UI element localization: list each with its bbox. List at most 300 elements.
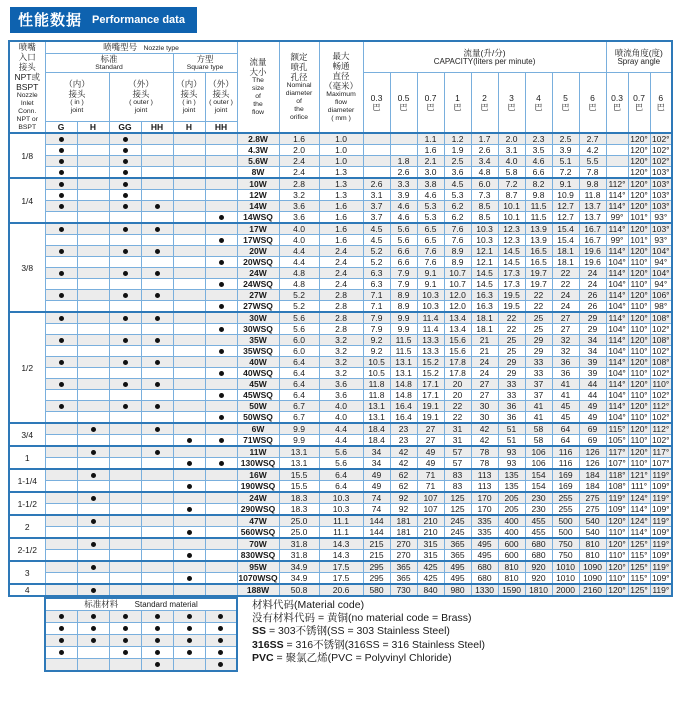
max-flow-diameter-value: 4.4 (319, 435, 363, 447)
capacity-value-3bar: 7.2 (498, 178, 525, 190)
joint-available-dot (109, 379, 141, 390)
capacity-value-1bar: 365 (444, 538, 471, 550)
orifice-diameter-value: 31.8 (279, 550, 319, 562)
capacity-value-0.3bar: 11.8 (363, 379, 390, 390)
joint-available-dot (173, 550, 205, 562)
joint-cell-empty (45, 412, 77, 424)
capacity-value-5bar: 24 (552, 301, 579, 313)
capacity-value-0.7bar: 210 (417, 527, 444, 539)
dot-icon (219, 438, 224, 443)
capacity-value-2bar: 170 (471, 492, 498, 504)
joint-available-dot (77, 423, 109, 435)
joint-cell-empty (45, 346, 77, 357)
joint-available-dot (109, 401, 141, 412)
inlet-size-label-1-1/2: 1-1/2 (9, 492, 45, 515)
orifice-diameter-value: 1.6 (279, 133, 319, 145)
capacity-value-5bar: 1010 (552, 573, 579, 585)
capacity-value-0.3bar: 580 (363, 584, 390, 596)
capacity-value-6bar: 39 (579, 368, 606, 379)
joint-cell-empty (45, 584, 77, 596)
material-header-zh: 标准材料 (84, 599, 119, 609)
model-number: 50W (237, 401, 279, 412)
header-square-type (173, 54, 237, 73)
capacity-value-4bar: 154 (525, 481, 552, 493)
capacity-value-1bar: 13.4 (444, 324, 471, 335)
capacity-value-6bar: 540 (579, 527, 606, 539)
spray-angle-value-0.3bar: 114° (606, 201, 628, 212)
capacity-value-4bar: 4.6 (525, 156, 552, 167)
dot-icon (59, 170, 64, 175)
capacity-value-2bar: 7.3 (471, 190, 498, 201)
joint-cell-empty (173, 190, 205, 201)
dot-icon (155, 626, 160, 631)
dot-icon (59, 193, 64, 198)
capacity-value-4bar: 22 (525, 290, 552, 301)
header-joint-col-G: G (45, 122, 77, 134)
joint-cell-empty (109, 435, 141, 447)
joint-cell-empty (173, 212, 205, 224)
joint-cell-empty (141, 504, 173, 516)
capacity-value-0.7bar: 7.6 (417, 257, 444, 268)
joint-cell-empty (205, 504, 237, 516)
joint-available-dot (45, 133, 77, 145)
joint-cell-empty (141, 301, 173, 313)
header-flow-size-zh: 流量 大小 (249, 57, 267, 77)
joint-cell-empty (205, 492, 237, 504)
material-available-dot (173, 611, 205, 623)
joint-cell-empty (141, 279, 173, 290)
capacity-value-5bar: 18.1 (552, 246, 579, 257)
capacity-value-3bar: 10.1 (498, 212, 525, 224)
capacity-value-0.7bar: 17.1 (417, 379, 444, 390)
capacity-value-6bar: 184 (579, 469, 606, 481)
spray-angle-value-6bar: 119° (650, 561, 672, 573)
header-nozzle-type (45, 41, 237, 54)
dot-icon (219, 260, 224, 265)
joint-cell-empty (77, 290, 109, 301)
capacity-value-3bar: 4.0 (498, 156, 525, 167)
max-flow-diameter-value: 1.0 (319, 156, 363, 167)
material-code-legend (252, 599, 485, 665)
capacity-value-5bar: 45 (552, 412, 579, 424)
max-flow-diameter-value: 17.5 (319, 573, 363, 585)
capacity-value-0.5bar: 5.6 (390, 223, 417, 235)
joint-cell-empty (173, 401, 205, 412)
capacity-value-6bar: 49 (579, 412, 606, 424)
capacity-value-0.3bar: 6.3 (363, 268, 390, 279)
capacity-value-1bar: 3.6 (444, 167, 471, 179)
model-number: 16W (237, 469, 279, 481)
joint-cell-empty (141, 324, 173, 335)
joint-cell-empty (77, 178, 109, 190)
joint-available-dot (205, 324, 237, 335)
spray-angle-value-0.7bar: 124° (628, 492, 650, 504)
material-available-dot (77, 623, 109, 635)
orifice-diameter-value: 6.4 (279, 368, 319, 379)
spray-angle-value-0.3bar (606, 156, 628, 167)
spray-angle-value-0.3bar: 114° (606, 268, 628, 279)
capacity-value-1bar: 17.8 (444, 368, 471, 379)
spray-angle-value-6bar: 112° (650, 401, 672, 412)
capacity-value-0.3bar: 5.2 (363, 257, 390, 268)
orifice-diameter-value: 9.9 (279, 435, 319, 447)
spray-angle-value-6bar: 94° (650, 279, 672, 290)
joint-cell-empty (77, 279, 109, 290)
inlet-size-label-2-1/2: 2-1/2 (9, 538, 45, 561)
spray-angle-value-0.3bar: 114° (606, 335, 628, 346)
capacity-value-0.7bar: 2.1 (417, 156, 444, 167)
joint-cell-empty (205, 178, 237, 190)
material-available-dot (45, 611, 77, 623)
model-number: 6W (237, 423, 279, 435)
capacity-value-6bar: 24 (579, 268, 606, 279)
joint-cell-empty (141, 584, 173, 596)
capacity-value-1bar: 12.0 (444, 301, 471, 313)
orifice-diameter-value: 4.4 (279, 257, 319, 268)
capacity-value-1bar: 20 (444, 390, 471, 401)
spray-angle-value-6bar: 109° (650, 550, 672, 562)
joint-available-dot (205, 412, 237, 424)
capacity-value-5bar: 41 (552, 390, 579, 401)
capacity-value-4bar: 455 (525, 515, 552, 527)
capacity-value-4bar: 58 (525, 435, 552, 447)
header-in-joint-zh: （内） 接头 (64, 79, 90, 99)
joint-available-dot (45, 357, 77, 368)
joint-cell-empty (141, 156, 173, 167)
joint-cell-empty (109, 561, 141, 573)
capacity-value-2bar: 10.3 (471, 223, 498, 235)
joint-cell-empty (77, 257, 109, 268)
joint-available-dot (141, 223, 173, 235)
joint-available-dot (109, 335, 141, 346)
joint-available-dot (45, 201, 77, 212)
inlet-size-label-1-1/4: 1-1/4 (9, 469, 45, 492)
dot-icon (187, 638, 192, 643)
capacity-value-1bar: 365 (444, 550, 471, 562)
header-spray-angle-zh: 喷流角度(度) (614, 48, 663, 58)
spray-angle-value-0.7bar: 101° (628, 235, 650, 246)
capacity-value-0.7bar: 315 (417, 550, 444, 562)
capacity-value-6bar: 11.8 (579, 190, 606, 201)
max-flow-diameter-value: 2.4 (319, 257, 363, 268)
dot-icon (187, 553, 192, 558)
capacity-value-6bar: 2.7 (579, 133, 606, 145)
orifice-diameter-value: 25.0 (279, 527, 319, 539)
joint-cell-empty (205, 538, 237, 550)
capacity-value-2bar: 21 (471, 346, 498, 357)
capacity-value-2bar: 6.0 (471, 178, 498, 190)
capacity-value-0.5bar: 365 (390, 573, 417, 585)
joint-cell-empty (109, 423, 141, 435)
header-outer-joint-en: ( outer ) joint (129, 99, 153, 114)
joint-cell-empty (141, 435, 173, 447)
orifice-diameter-value: 6.0 (279, 335, 319, 346)
joint-cell-empty (173, 156, 205, 167)
capacity-value-5bar: 750 (552, 550, 579, 562)
joint-cell-empty (77, 458, 109, 470)
dot-icon (59, 182, 64, 187)
model-number: 27W (237, 290, 279, 301)
spray-angle-value-6bar: 119° (650, 469, 672, 481)
capacity-value-0.3bar: 13.1 (363, 412, 390, 424)
capacity-value-3bar: 29 (498, 368, 525, 379)
max-flow-diameter-value: 2.4 (319, 279, 363, 290)
joint-cell-empty (77, 435, 109, 447)
material-legend-line-3: 316SS = 316不锈钢(316SS = 316 Stainless Steel) (252, 638, 485, 651)
joint-cell-empty (77, 550, 109, 562)
dot-icon (59, 137, 64, 142)
dot-icon (218, 662, 223, 667)
joint-available-dot (45, 156, 77, 167)
orifice-diameter-value: 4.4 (279, 246, 319, 257)
capacity-value-3bar: 19.5 (498, 301, 525, 313)
joint-available-dot (77, 584, 109, 596)
capacity-value-3bar: 12.3 (498, 223, 525, 235)
joint-cell-empty (109, 538, 141, 550)
header-joint-col-sq-HH: HH (205, 122, 237, 134)
capacity-value-0.7bar: 10.3 (417, 290, 444, 301)
joint-cell-empty (45, 469, 77, 481)
capacity-value-0.3bar (363, 156, 390, 167)
dot-icon (91, 473, 96, 478)
joint-cell-empty (141, 257, 173, 268)
capacity-value-0.5bar: 14.8 (390, 379, 417, 390)
orifice-diameter-value: 31.8 (279, 538, 319, 550)
header-spray-angle-en: Spray angle (617, 57, 661, 66)
capacity-value-0.3bar: 4.5 (363, 235, 390, 246)
joint-cell-empty (205, 223, 237, 235)
joint-cell-empty (205, 190, 237, 201)
dot-icon (123, 382, 128, 387)
joint-available-dot (109, 312, 141, 324)
material-available-dot (141, 647, 173, 659)
capacity-value-0.5bar: 7.9 (390, 279, 417, 290)
spray-angle-value-0.3bar: 104° (606, 301, 628, 313)
material-available-dot (205, 647, 237, 659)
spray-angle-value-0.7bar: 110° (628, 435, 650, 447)
dot-icon (187, 576, 192, 581)
capacity-value-0.3bar: 144 (363, 515, 390, 527)
capacity-value-6bar: 275 (579, 504, 606, 516)
model-number: 290WSQ (237, 504, 279, 516)
spray-angle-value-0.3bar: 110° (606, 527, 628, 539)
dot-icon (123, 182, 128, 187)
spray-angle-value-0.3bar: 120° (606, 538, 628, 550)
spray-angle-value-6bar: 102° (650, 412, 672, 424)
capacity-value-4bar: 8.2 (525, 178, 552, 190)
capacity-value-2bar: 1.7 (471, 133, 498, 145)
material-available-dot (173, 623, 205, 635)
capacity-value-5bar: 3.9 (552, 145, 579, 156)
material-section (44, 597, 679, 672)
spray-angle-value-0.3bar: 114° (606, 401, 628, 412)
dot-icon (155, 662, 160, 667)
capacity-value-0.7bar: 19.1 (417, 401, 444, 412)
spray-angle-value-0.3bar: 104° (606, 390, 628, 401)
capacity-value-4bar: 33 (525, 368, 552, 379)
capacity-value-6bar: 126 (579, 458, 606, 470)
joint-cell-empty (141, 527, 173, 539)
max-flow-diameter-value: 5.6 (319, 446, 363, 458)
max-flow-diameter-value: 14.3 (319, 550, 363, 562)
capacity-value-4bar: 29 (525, 346, 552, 357)
max-flow-diameter-value: 6.4 (319, 469, 363, 481)
model-number: 47W (237, 515, 279, 527)
capacity-value-3bar: 135 (498, 469, 525, 481)
joint-available-dot (173, 573, 205, 585)
capacity-value-0.7bar: 315 (417, 538, 444, 550)
dot-icon (123, 249, 128, 254)
inlet-size-label-1: 1 (9, 446, 45, 469)
capacity-value-3bar: 2.0 (498, 133, 525, 145)
inlet-size-label-1/4: 1/4 (9, 178, 45, 223)
dot-icon (59, 159, 64, 164)
joint-cell-empty (173, 257, 205, 268)
capacity-value-0.3bar: 34 (363, 458, 390, 470)
capacity-value-0.7bar: 11.4 (417, 312, 444, 324)
spray-angle-value-0.3bar: 105° (606, 435, 628, 447)
capacity-value-1bar: 1.2 (444, 133, 471, 145)
capacity-value-5bar: 116 (552, 446, 579, 458)
dot-icon (219, 415, 224, 420)
joint-cell-empty (141, 178, 173, 190)
capacity-value-0.3bar: 3.1 (363, 190, 390, 201)
joint-cell-empty (45, 550, 77, 562)
spray-angle-value-0.7bar: 120° (628, 190, 650, 201)
capacity-value-2bar: 113 (471, 481, 498, 493)
dot-icon (155, 360, 160, 365)
model-number: 11W (237, 446, 279, 458)
capacity-value-0.7bar: 5.3 (417, 212, 444, 224)
dot-icon (59, 614, 64, 619)
capacity-value-0.5bar: 4.6 (390, 212, 417, 224)
capacity-value-3bar: 14.5 (498, 246, 525, 257)
joint-cell-empty (173, 515, 205, 527)
joint-available-dot (45, 178, 77, 190)
capacity-value-1bar: 125 (444, 504, 471, 516)
joint-cell-empty (173, 301, 205, 313)
capacity-value-2bar: 10.3 (471, 235, 498, 246)
orifice-diameter-value: 13.1 (279, 446, 319, 458)
capacity-value-0.7bar: 1.1 (417, 133, 444, 145)
capacity-value-0.5bar: 1.8 (390, 156, 417, 167)
spray-angle-value-6bar: 102° (650, 435, 672, 447)
joint-cell-empty (45, 515, 77, 527)
joint-cell-empty (173, 379, 205, 390)
capacity-value-3bar: 5.8 (498, 167, 525, 179)
capacity-value-1bar: 125 (444, 492, 471, 504)
capacity-value-5bar: 22 (552, 268, 579, 279)
capacity-value-2bar: 18.1 (471, 312, 498, 324)
joint-available-dot (109, 190, 141, 201)
angle-pressure-header-0.3-bar: 0.3 巴 (606, 73, 628, 134)
capacity-value-2bar: 680 (471, 561, 498, 573)
capacity-value-1bar: 83 (444, 469, 471, 481)
capacity-value-0.3bar: 13.1 (363, 401, 390, 412)
model-number: 14W (237, 201, 279, 212)
spray-angle-value-0.3bar: 104° (606, 279, 628, 290)
capacity-value-3bar: 93 (498, 446, 525, 458)
orifice-diameter-value: 3.6 (279, 212, 319, 224)
joint-cell-empty (205, 401, 237, 412)
capacity-value-2bar: 16.3 (471, 301, 498, 313)
dot-icon (155, 271, 160, 276)
dot-icon (59, 338, 64, 343)
header-orifice-zh: 额定 喷孔 孔径 (290, 52, 308, 82)
joint-cell-empty (173, 368, 205, 379)
capacity-value-5bar: 27 (552, 324, 579, 335)
capacity-value-0.5bar: 16.4 (390, 412, 417, 424)
capacity-value-1bar: 1.9 (444, 145, 471, 156)
spray-angle-value-0.7bar: 120° (628, 446, 650, 458)
capacity-value-0.5bar: 92 (390, 492, 417, 504)
spray-angle-value-0.7bar: 125° (628, 538, 650, 550)
joint-cell-empty (45, 561, 77, 573)
spray-angle-value-0.3bar: 114° (606, 379, 628, 390)
capacity-value-0.7bar: 10.3 (417, 301, 444, 313)
capacity-value-1bar: 7.6 (444, 223, 471, 235)
spray-angle-value-0.3bar: 104° (606, 412, 628, 424)
dot-icon (155, 338, 160, 343)
joint-cell-empty (205, 423, 237, 435)
capacity-value-0.3bar: 295 (363, 561, 390, 573)
capacity-value-0.3bar: 7.9 (363, 312, 390, 324)
joint-cell-empty (141, 190, 173, 201)
capacity-value-0.5bar: 92 (390, 504, 417, 516)
joint-available-dot (45, 145, 77, 156)
dot-icon (123, 137, 128, 142)
capacity-value-2bar: 14.5 (471, 279, 498, 290)
joint-available-dot (109, 178, 141, 190)
spray-angle-value-0.3bar: 104° (606, 324, 628, 335)
capacity-value-3bar: 51 (498, 423, 525, 435)
joint-cell-empty (109, 458, 141, 470)
joint-cell-empty (77, 379, 109, 390)
capacity-value-2bar: 12.1 (471, 257, 498, 268)
joint-cell-empty (109, 301, 141, 313)
capacity-value-3bar: 12.3 (498, 235, 525, 246)
joint-available-dot (45, 290, 77, 301)
joint-available-dot (205, 346, 237, 357)
spray-angle-value-0.7bar: 125° (628, 584, 650, 596)
capacity-value-5bar: 255 (552, 492, 579, 504)
spray-angle-value-0.3bar: 108° (606, 481, 628, 493)
capacity-value-0.5bar: 365 (390, 561, 417, 573)
joint-available-dot (45, 246, 77, 257)
capacity-value-0.5bar: 730 (390, 584, 417, 596)
capacity-value-0.3bar (363, 133, 390, 145)
orifice-diameter-value: 6.4 (279, 379, 319, 390)
capacity-value-5bar: 5.1 (552, 156, 579, 167)
dot-icon (123, 338, 128, 343)
header-in-joint-en: ( in ) joint (70, 99, 84, 114)
material-available-dot (77, 611, 109, 623)
joint-cell-empty (141, 550, 173, 562)
dot-icon (123, 614, 128, 619)
capacity-value-0.3bar: 3.7 (363, 212, 390, 224)
joint-cell-empty (173, 423, 205, 435)
joint-cell-empty (173, 201, 205, 212)
joint-cell-empty (205, 481, 237, 493)
joint-cell-empty (109, 279, 141, 290)
dot-icon (123, 626, 128, 631)
capacity-value-2bar: 170 (471, 504, 498, 516)
capacity-value-0.3bar: 49 (363, 481, 390, 493)
capacity-value-1bar: 4.5 (444, 178, 471, 190)
joint-available-dot (173, 435, 205, 447)
capacity-value-6bar: 16.7 (579, 235, 606, 246)
capacity-value-4bar: 154 (525, 469, 552, 481)
